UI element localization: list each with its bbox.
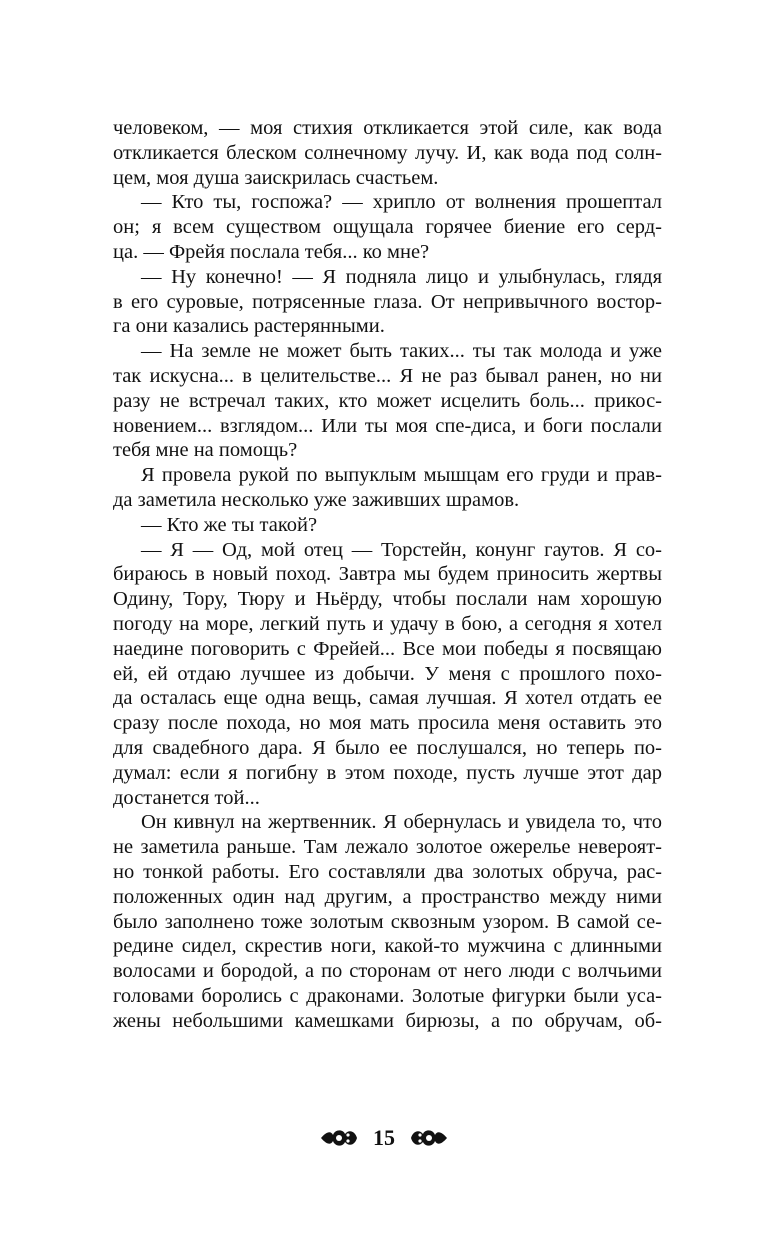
text-line: волосами и бородой, а по сторонам от него люди с волчьими [113, 960, 662, 983]
text-line: он; я всем существом ощущала горячее биение его серд- [113, 216, 662, 239]
text-line: — Кто же ты такой? [141, 513, 318, 536]
text-line: погоду на море, легкий путь и удачу в бою, а сегодня я хотел [113, 612, 662, 635]
text-line: сразу после похода, но моя мать просила меня оставить это [113, 712, 662, 735]
text-line: достанется той... [113, 786, 260, 809]
page-number: 15 [373, 1125, 395, 1150]
text-line: — Я — Од, мой отец — Торстейн, конунг гаутов. Я со- [141, 538, 662, 561]
text-line: да заметила несколько уже заживших шрамов. [113, 488, 520, 511]
text-line: ца. — Фрейя послала тебя... ко мне? [113, 240, 430, 263]
text-line: Он кивнул на жертвенник. Я обернулась и увидела то, что [141, 811, 662, 834]
text-line: думал: если я погибну в этом походе, пусть лучше этот дар [113, 761, 662, 784]
text-line: — На земле не может быть таких... ты так молода и уже [141, 340, 662, 363]
text-line: цем, моя душа заискрилась счастьем. [113, 166, 439, 189]
page-footer [0, 1125, 768, 1151]
text-line: в его суровые, потрясенные глаза. От непривычного востор- [113, 290, 662, 313]
text-line: но тонкой работы. Его составляли два золотых обруча, рас- [113, 860, 662, 883]
text-line: для свадебного дара. Я было ее послушался, но теперь по- [113, 736, 662, 759]
page-body-text [113, 116, 662, 1033]
ornament-right-icon [409, 1125, 449, 1151]
text-line: было заполнено тоже золотым сквозным узором. В самой се- [113, 910, 662, 933]
text-line: так искусна... в целительстве... Я не раз бывал ранен, но ни [113, 364, 662, 387]
text-line: бираюсь в новый поход. Завтра мы будем приносить жертвы [113, 563, 662, 586]
ornament-left-icon [319, 1125, 359, 1151]
text-line: положенных один над другим, а пространство между ними [113, 885, 662, 908]
text-line: ей, ей отдаю лучшее из добычи. У меня с прошлого похо- [113, 662, 662, 685]
text-line: головами боролись с драконами. Золотые фигурки были уса- [113, 984, 662, 1007]
text-line: Я провела рукой по выпуклым мышцам его груди и прав- [141, 464, 662, 487]
text-line: наедине поговорить с Фрейей... Все мои победы я посвящаю [113, 637, 662, 660]
text-line: жены небольшими камешками бирюзы, а по обручам, об- [113, 1009, 662, 1032]
text-line: — Кто ты, госпожа? — хрипло от волнения прошептал [141, 191, 662, 214]
text-line: новением... взглядом... Или ты моя спе-диса, и боги послали [113, 414, 662, 437]
text-line: откликается блеском солнечному лучу. И, как вода под солн- [113, 141, 662, 164]
text-line: человеком, — моя стихия откликается этой силе, как вода [113, 117, 662, 139]
text-line: Одину, Тору, Тюру и Ньёрду, чтобы послали нам хорошую [113, 588, 662, 611]
text-line: редине сидел, скрестив ноги, какой-то мужчина с длинными [113, 935, 662, 958]
text-line: га они казались растерянными. [113, 315, 385, 338]
text-line: — Ну конечно! — Я подняла лицо и улыбнулась, глядя [141, 265, 662, 288]
text-line: да осталась еще одна вещь, самая лучшая. Я хотел отдать ее [113, 687, 662, 710]
text-line: не заметила раньше. Там лежало золотое ожерелье невероят- [113, 836, 662, 859]
text-line: тебя мне на помощь? [113, 439, 298, 462]
text-line: разу не встречал таких, кто может исцелить боль... прикос- [113, 389, 662, 412]
